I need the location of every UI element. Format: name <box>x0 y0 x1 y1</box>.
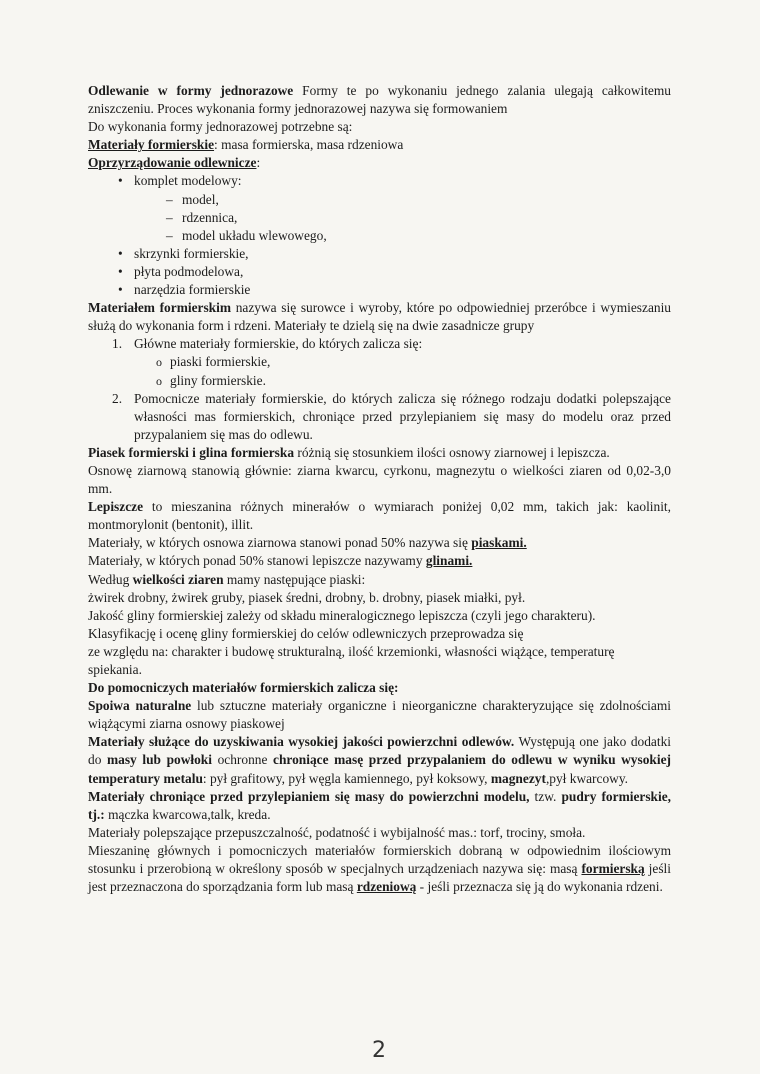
osnowa-paragraph: Osnowę ziarnową stanowią głównie: ziarna kwarcu, cyrkonu, magnezytu o wielkości ziaren od 0,02-3,0 mm. <box>88 462 671 497</box>
lepiszcze-paragraph <box>88 498 671 534</box>
list-item: • skrzynki formierskie, <box>122 245 671 263</box>
auxiliary-heading-text: Do pomocniczych materiałów formierskich zalicza się: <box>88 680 399 696</box>
surface-text: Występują one jako dodatki do <box>88 734 671 768</box>
protect-text: tzw. <box>529 788 562 804</box>
equipment-text: : <box>256 155 261 171</box>
gliny-line <box>88 552 671 570</box>
list-item: o piaski formierskie, <box>156 353 671 371</box>
protect-bold: pudry formierskie, tj.: <box>88 788 672 822</box>
grain-label: wielkości ziaren <box>132 571 224 587</box>
equipment-line <box>88 154 671 172</box>
equipment-label: Oprzyrządowanie odlewnicze <box>88 155 257 171</box>
grain-list: żwirek drobny, żwirek gruby, piasek średni, drobny, b. drobny, piasek miałki, pył. <box>88 589 526 605</box>
list-item: • płyta podmodelowa, <box>122 263 671 281</box>
page-number: 2 <box>372 1038 386 1063</box>
intro-line2: Do wykonania formy jednorazowej potrzebne są: <box>88 119 353 135</box>
mix-word-formierska: formierską <box>581 861 645 877</box>
binders-text: lub sztuczne materiały organiczne i nieorganiczne charakteryzujące się zdolnościami wiążącymi ziarna osnowy piaskowej <box>88 698 671 732</box>
document-page <box>88 82 671 896</box>
lepiszcze-label: Lepiszcze <box>88 499 144 515</box>
mix-text: Mieszaninę głównych i pomocniczych materiałów formierskich dobraną w odpowiednim ilościowym stosunku i przerobioną w określony sposób w specjalnych urządzeniach nazywa się: masą <box>88 842 671 877</box>
definition-text: nazywa się surowce i wyroby, które po odpowiedniej przeróbce i wymieszaniu służą do wykonania form i rdzeni. Materiały te dzielą się na dwie zasadnicze grupy <box>88 300 672 334</box>
quality-paragraph: Jakość gliny formierskiej zależy od składu mineralogicznego lepiszcza (czyli jego charakteru). <box>88 607 596 623</box>
gliny-word: glinami. <box>425 553 473 569</box>
auxiliary-heading <box>88 679 671 697</box>
surface-paragraph <box>88 733 671 787</box>
sand-paragraph <box>88 444 671 462</box>
class-line1: Klasyfikację i ocenę gliny formierskiej do celów odlewniczych przeprowadza się <box>88 625 524 641</box>
list-item: – rdzennica, <box>170 209 671 227</box>
binders-paragraph <box>88 697 671 733</box>
binders-label: Spoiwa naturalne <box>88 698 192 714</box>
piaski-line <box>88 534 671 552</box>
sub-list <box>134 191 671 245</box>
equipment-list <box>88 172 671 299</box>
list-item <box>122 172 671 244</box>
intro-text: Formy te po wykonaniu jednego zalania ulegają całkowitemu zniszczeniu. Proces wykonania formy jednorazowej nazywa się formowaniem <box>88 83 671 117</box>
list-item-label: komplet modelowy: <box>134 173 242 189</box>
surface-text: : pył grafitowy, pył węgla kamiennego, pył koksowy, <box>202 770 491 786</box>
improve-paragraph: Materiały polepszające przepuszczalność, podatność i wybijalność mas.: torf, trociny, smoła. <box>88 824 586 840</box>
list-item: o gliny formierskie. <box>156 372 671 390</box>
intro-paragraph <box>88 82 671 118</box>
surface-bold: masy lub powłoki <box>107 752 212 768</box>
mix-paragraph <box>88 842 671 896</box>
list-item-text: Główne materiały formierskie, do których zalicza się: <box>134 336 423 352</box>
sub-list <box>134 353 671 389</box>
class-line2: ze względu na: charakter i budowę strukturalną, ilość krzemionki, własności wiążące, temperaturę spiekania. <box>88 643 615 677</box>
intro-heading: Odlewanie w formy jednorazowe <box>88 83 294 98</box>
mix-word-rdzeniowa: rdzeniową <box>356 879 417 895</box>
materials-text: : masa formierska, masa rdzeniowa <box>214 137 404 153</box>
surface-text: ochronne <box>211 752 274 768</box>
gliny-text: Materiały, w których ponad 50% stanowi lepiszcze nazywamy <box>88 553 426 569</box>
list-number: 2. <box>112 390 123 406</box>
mix-text: - jeśli przeznacza się ją do wykonania rdzeni. <box>416 879 663 895</box>
protect-paragraph <box>88 788 671 824</box>
protect-label: Materiały chroniące przed przylepianiem się masy do powierzchni modelu, <box>88 788 530 804</box>
definition-label: Materiałem formierskim <box>88 300 231 316</box>
list-number: 1. <box>112 336 123 352</box>
groups-list <box>88 335 671 444</box>
surface-text: ,pył kwarcowy. <box>545 770 628 786</box>
list-item-text: Pomocnicze materiały formierskie, do których zalicza się różnego rodzaju dodatki polepszające własności mas formierskich, chroniące przed przylepianiem się masy do modelu oraz przed przypalaniem się mas do odlewu. <box>134 390 671 442</box>
list-item <box>112 390 671 444</box>
list-item: – model układu wlewowego, <box>170 227 671 245</box>
surface-bold: chroniące masę przed przypalaniem do odlewu w wyniku wysokiej temperatury metalu <box>88 752 671 786</box>
list-item <box>112 335 671 389</box>
piaski-word: piaskami. <box>471 535 527 551</box>
materials-line <box>88 136 671 154</box>
lepiszcze-text: to mieszanina różnych minerałów o wymiarach poniżej 0,02 mm, takich jak: kaolinit, montmorylonit (bentonit), illit. <box>88 499 671 533</box>
sand-text: różnią się stosunkiem ilości osnowy ziarnowej i lepiszcza. <box>294 444 610 460</box>
grain-pre: Według <box>88 571 133 587</box>
materials-label: Materiały formierskie <box>88 137 215 153</box>
piaski-text: Materiały, w których osnowa ziarnowa stanowi ponad 50% nazywa się <box>88 535 472 551</box>
mix-text: jeśli jest przeznaczona do sporządzania form lub masą <box>88 861 672 895</box>
grain-post: mamy następujące piaski: <box>223 571 366 587</box>
list-item: • narzędzia formierskie <box>122 281 671 299</box>
surface-label: Materiały służące do uzyskiwania wysokiej jakości powierzchni odlewów. <box>88 734 515 750</box>
protect-text: mączka kwarcowa,talk, kreda. <box>104 806 271 822</box>
sand-label: Piasek formierski i glina formierska <box>88 444 295 460</box>
grain-line <box>88 571 671 589</box>
definition-paragraph <box>88 299 671 335</box>
surface-bold: magnezyt <box>490 770 546 786</box>
list-item: – model, <box>170 191 671 209</box>
